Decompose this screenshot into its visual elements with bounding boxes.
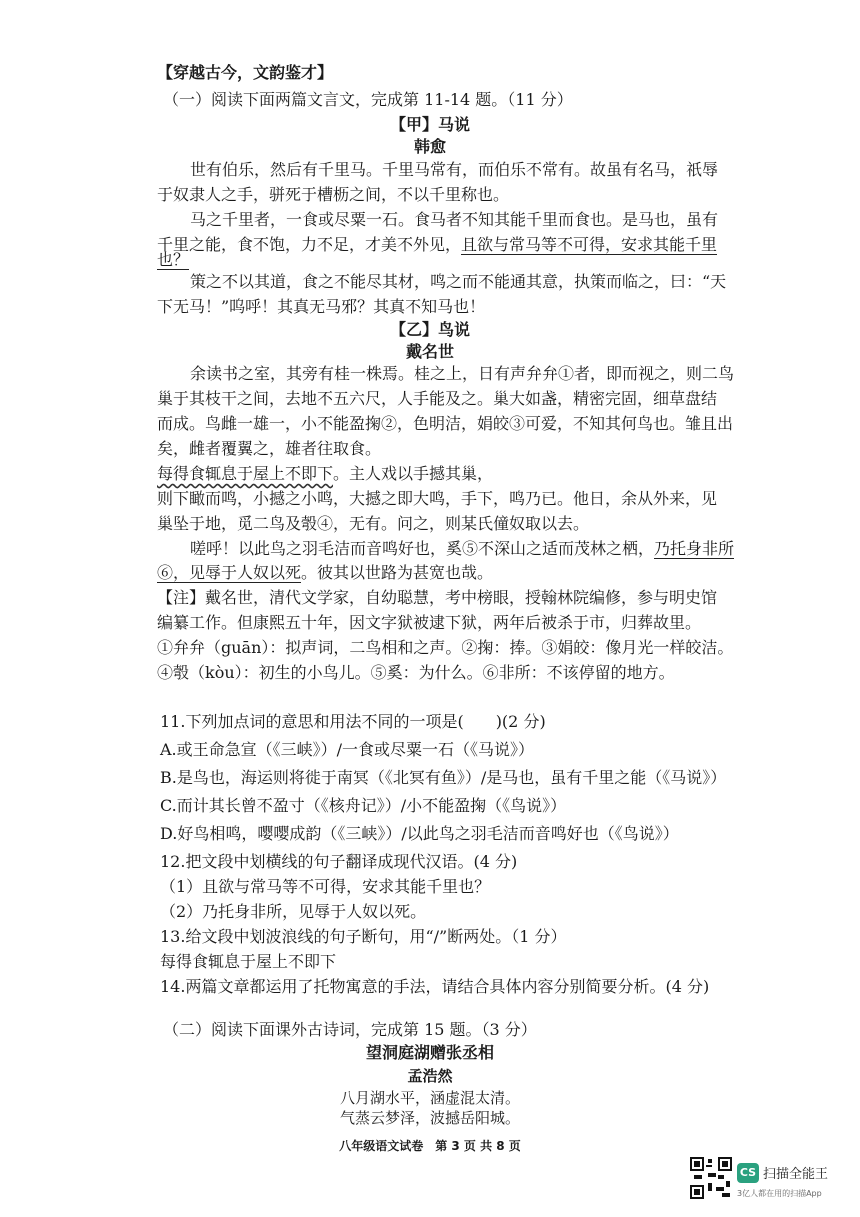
poem-author: 孟浩然 <box>407 1067 453 1085</box>
jia-line: 下无马！”呜呼！其真无马邪？其真不知马也！ <box>157 297 486 316</box>
question-13: 13.给文段中划波浪线的句子断句，用“/”断两处。（1 分） <box>160 927 567 946</box>
yi-line-text: 。彼其以世路为甚宽也哉。 <box>301 563 494 582</box>
yi-title: 【乙】鸟说 <box>389 320 470 339</box>
yi-line: 巢坠于地，觅二鸟及彀④，无有。问之，则某氏僮奴取以去。 <box>157 514 590 533</box>
yi-line-text: 。主人戏以手撼其巢， <box>333 464 494 483</box>
yi-author: 戴名世 <box>405 342 454 361</box>
page-footer: 八年级语文试卷 第 3 页 共 8 页 <box>339 1139 521 1153</box>
wavy-sentence: 每得食辄息于屋上不即下 <box>157 464 334 483</box>
option-a: A.或王命急宣（《三峡》）/一食或尽粟一石（《马说》） <box>160 740 535 759</box>
qr-code-icon <box>690 1157 732 1199</box>
camscanner-logo-icon: CS <box>737 1163 759 1183</box>
poem-body <box>0 1088 860 1132</box>
question-12-1: （1）且欲与常马等不可得，安求其能千里也？ <box>160 877 491 896</box>
poem-title: 望洞庭湖赠张丞相 <box>365 1043 494 1062</box>
yi-line: 矣，雌者覆翼之，雄者往取食。 <box>157 439 382 458</box>
jia-line: 于奴隶人之手，骈死于槽枥之间，不以千里称也。 <box>157 185 510 204</box>
scanner-app-tagline: 3亿人都在用的扫描App <box>737 1189 822 1198</box>
question-14: 14.两篇文章都运用了托物寓意的手法，请结合具体内容分别简要分析。(4 分) <box>160 977 710 996</box>
note-line: ①弁弁（guān）：拟声词，二鸟相和之声。②掬：捧。③娟皎：像月光一样皎洁。 <box>157 638 734 657</box>
section-title: 【穿越古今，文韵鉴才】 <box>157 63 334 82</box>
option-b: B.是鸟也，海运则将徙于南冥（《北冥有鱼》）/是马也，虽有千里之能（《马说》） <box>160 768 727 787</box>
underlined-sentence-1a: 且欲与常马等不可得，安求其能千里 <box>461 235 718 254</box>
part2-intro: （二）阅读下面课外古诗词，完成第 15 题。（3 分） <box>163 1020 537 1039</box>
yi-line: 余读书之室，其旁有桂一株焉。桂之上，日有声弁弁①者，即而视之，则二鸟 <box>190 364 735 383</box>
question-13-sentence: 每得食辄息于屋上不即下 <box>160 952 337 971</box>
note-line: 编纂工作。但康熙五十年，因文字狱被逮下狱，两年后被杀于市，归葬故里。 <box>157 613 702 632</box>
option-c: C.而计其长曾不盈寸（《核舟记》）/小不能盈掬（《鸟说》） <box>160 796 567 815</box>
yi-line: 则下瞰而鸣，小撼之小鸣，大撼之即大鸣，手下，鸣乃已。他日，余从外来，见 <box>157 489 718 508</box>
poem-line: 八月湖水平，涵虚混太清。 <box>339 1089 520 1107</box>
question-12-2: （2）乃托身非所，见辱于人奴以死。 <box>160 902 427 921</box>
jia-author: 韩愈 <box>413 137 446 156</box>
poem-line: 气蒸云梦泽，波撼岳阳城。 <box>339 1109 520 1127</box>
jia-title: 【甲】马说 <box>389 115 470 134</box>
yi-line: 巢于其枝干之间，去地不五六尺，人手能及之。巢大如盏，精密完固，细草盘结 <box>157 389 718 408</box>
jia-line-text: 千里之能，食不饱，力不足，才美不外见， <box>157 235 462 254</box>
part1-intro: （一）阅读下面两篇文言文，完成第 11-14 题。（11 分） <box>163 90 573 109</box>
yi-line <box>157 464 493 484</box>
yi-line <box>190 539 734 559</box>
underlined-sentence-2b: ⑥，见辱于人奴以死 <box>157 563 302 582</box>
note-line: ④彀（kòu）：初生的小鸟儿。⑤奚：为什么。⑥非所：不该停留的地方。 <box>157 663 675 682</box>
jia-line: 策之不以其道，食之不能尽其材，鸣之而不能通其意，执策而临之，曰：“天 <box>190 272 727 291</box>
question-11: 11.下列加点词的意思和用法不同的一项是( )(2 分) <box>160 712 546 731</box>
underlined-sentence-2a: 乃托身非所 <box>654 539 735 558</box>
question-12: 12.把文段中划横线的句子翻译成现代汉语。(4 分) <box>160 852 518 871</box>
yi-line <box>157 563 493 583</box>
option-d: D.好鸟相鸣，嘤嘤成韵（《三峡》）/以此鸟之羽毛洁而音鸣好也（《鸟说》） <box>160 824 679 843</box>
yi-line-text: 嗟呼！以此鸟之羽毛洁而音鸣好也，奚⑤不深山之适而茂林之栖， <box>190 539 655 558</box>
jia-line: 世有伯乐，然后有千里马。千里马常有，而伯乐不常有。故虽有名马，祇辱 <box>190 160 719 179</box>
scanner-app-name: 扫描全能王 <box>763 1167 829 1182</box>
underlined-sentence-1b: 也？ <box>157 250 190 269</box>
note-line: 【注】戴名世，清代文学家，自幼聪慧，考中榜眼，授翰林院编修，参与明史馆 <box>157 588 718 607</box>
yi-line: 而成。鸟雌一雄一，小不能盈掬②，色明洁，娟皎③可爱，不知其何鸟也。雏且出 <box>157 414 734 433</box>
jia-line: 马之千里者，一食或尽粟一石。食马者不知其能千里而食也。是马也，虽有 <box>190 210 719 229</box>
jia-line <box>157 235 717 255</box>
jia-line <box>157 250 189 270</box>
